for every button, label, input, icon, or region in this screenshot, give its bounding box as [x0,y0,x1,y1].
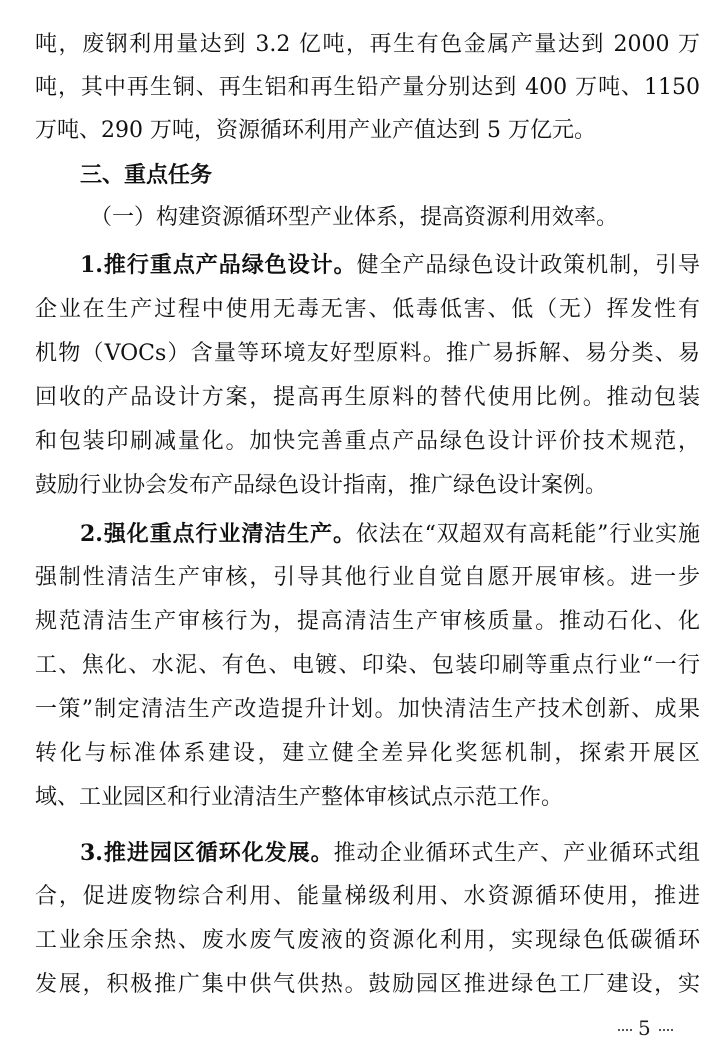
line-text: 和包装印刷减量化。加快完善重点产品绿色设计评价技术规范， [35,429,700,454]
page-number-value: 5 [638,1016,653,1040]
text-line [35,30,700,60]
line-text: 强制性清洁生产审核，引导其他行业自觉自愿开展审核。进一步 [35,565,700,590]
line-text: 推动企业循环式生产、产业循环式组 [333,841,700,866]
text-line [35,427,700,457]
text-line [80,519,700,550]
page-number [612,1016,679,1040]
line-text: 企业在生产过程中使用无毒无害、低毒低害、低（无）挥发性有 [35,297,700,322]
text-line [35,116,700,146]
line-text: 合，促进废物综合利用、能量梯级利用、水资源循环使用，推进 [35,884,700,909]
item-title: 三、重点任务 [80,162,213,188]
page-number-dash-left [618,1029,632,1031]
line-text: 万吨、290 万吨，资源循环利用产业产值达到 5 万亿元。 [35,118,596,143]
line-text: 回收的产品设计方案，提高再生原料的替代使用比例。推动包装 [35,385,700,410]
line-text: 工、焦化、水泥、有色、电镀、印染、包装印刷等重点行业“一行 [35,653,700,678]
text-line [35,783,700,813]
text-line [80,250,700,281]
text-line [35,739,700,769]
line-text: 发展，积极推广集中供气供热。鼓励园区推进绿色工厂建设，实 [35,972,700,997]
line-text: 吨，其中再生铜、再生铝和再生铅产量分别达到 400 万吨、1150 [35,75,700,100]
text-line [35,339,700,369]
line-text: （一）构建资源循环型产业体系，提高资源利用效率。 [90,205,619,230]
line-text: 依法在“双超双有高耗能”行业实施 [355,522,700,547]
text-line [35,695,700,725]
item-title: 3.推进园区循环化发展。 [80,840,334,866]
text-line [35,563,700,593]
text-line [35,882,700,912]
text-line [35,607,700,637]
page-number-dash-right [659,1029,673,1031]
line-text: 健全产品绿色设计政策机制，引导 [356,253,700,278]
text-line [35,295,700,325]
item-title: 1.推行重点产品绿色设计。 [80,252,357,278]
line-text: 域、工业园区和行业清洁生产整体审核试点示范工作。 [35,785,564,810]
section-heading [80,160,700,191]
text-line [80,838,700,869]
line-text: 转化与标准体系建设，建立健全差异化奖惩机制，探索开展区 [35,741,700,766]
line-text: 一策”制定清洁生产改造提升计划。加快清洁生产技术创新、成果 [35,697,700,722]
line-text: 鼓励行业协会发布产品绿色设计指南，推广绿色设计案例。 [35,473,608,498]
line-text: 机物（VOCs）含量等环境友好型原料。推广易拆解、易分类、易 [35,341,700,366]
text-line [35,926,700,956]
text-line [35,651,700,681]
text-line [35,73,700,103]
line-text: 吨，废钢利用量达到 3.2 亿吨，再生有色金属产量达到 2000 万 [35,32,700,57]
text-line [35,471,700,501]
item-title: 2.强化重点行业清洁生产。 [80,521,356,547]
text-line [35,383,700,413]
line-text: 规范清洁生产审核行为，提高清洁生产审核质量。推动石化、化 [35,609,700,634]
text-line [35,970,700,1000]
subsection-heading [90,203,700,233]
line-text: 工业余压余热、废水废气废液的资源化利用，实现绿色低碳循环 [35,928,700,953]
